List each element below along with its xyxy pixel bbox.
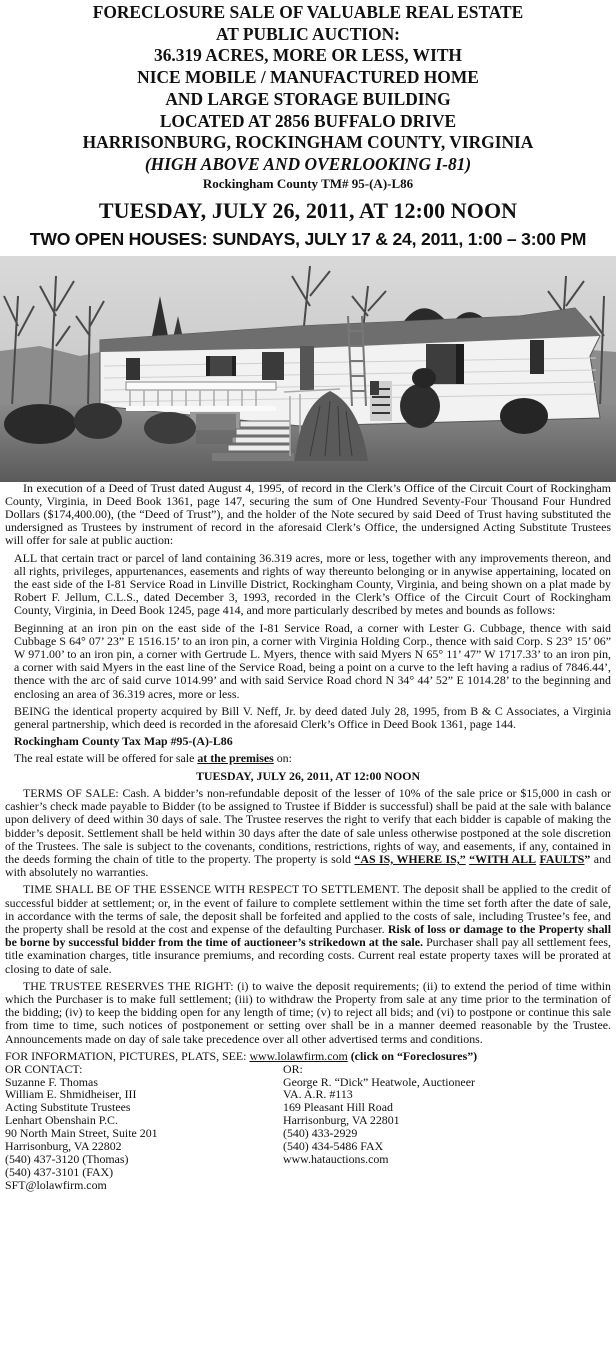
or-contact-label: OR CONTACT: — [5, 1061, 83, 1076]
paragraph-time-of-essence — [5, 883, 611, 975]
firm-phone: (540) 437-3120 (Thomas) — [5, 1152, 129, 1166]
trustee-title: Acting Substitute Trustees — [5, 1100, 131, 1115]
terms-faults: FAULTS — [539, 851, 585, 866]
auctioneer-phone: (540) 433-2929 — [283, 1126, 358, 1141]
headline-line-5: AND LARGE STORAGE BUILDING — [165, 88, 451, 109]
at-the-premises: at the premises — [197, 751, 274, 766]
headline-line-1: FORECLOSURE SALE OF VALUABLE REAL ESTATE — [92, 2, 524, 22]
headline-line-7: HARRISONBURG, ROCKINGHAM COUNTY, VIRGINIA — [82, 132, 534, 153]
info-line — [5, 1050, 611, 1063]
terms-text: TERMS OF SALE: Cash. A bidder’s non-refundable deposit of the lesser of 10% of the sale price or $15,000 in cash or cashier’s check made payable to Bidder (to be assigned to Trustee if Bidder is successful) shall be paid at the sale with balance upon delivery of deed within 30 days of sale. The Trustee reserves the right to verify that each bidder is capable of making the bidder’s deposit. Settlement shall be held within 30 days after the date of sale unless otherwise postponed at the sole discretion of the Trustees. The sale is subject to the covenants, conditions, restrictions, rights of way, and easements, if any, contained in the deeds forming the chain of title to the property. The property is sold — [5, 785, 611, 866]
info-click: (click on “Foreclosures”) — [347, 1048, 478, 1063]
notice-body — [5, 482, 611, 1046]
headline-line-3: 36.319 ACRES, MORE OR LESS, WITH — [154, 45, 462, 66]
trustee-name-2: William E. Shmidheiser, III — [5, 1087, 137, 1102]
auctioneer-fax: (540) 434-5486 FAX — [283, 1139, 384, 1154]
info-text: FOR INFORMATION, PICTURES, PLATS, SEE: — [5, 1048, 250, 1063]
headline-block — [5, 2, 611, 250]
auctioneer-contact — [283, 1063, 561, 1192]
headline-tax-map: Rockingham County TM# 95-(A)-L86 — [202, 175, 414, 191]
auctioneer-license: VA. A.R. #113 — [283, 1087, 353, 1102]
lolawfirm-link[interactable]: www.lolawfirm.com — [249, 1048, 348, 1063]
terms-tail: and with absolutely no warranties. — [5, 851, 611, 880]
body-sale-date: TUESDAY, JULY 26, 2011, AT 12:00 NOON — [195, 768, 421, 783]
paragraph-trustee-reserves: THE TRUSTEE RESERVES THE RIGHT: (i) to waive the deposit requirements; (ii) to extend the period of time within which the Purchaser is to make full settlement; (iii) to withdraw the Property from sale at any time prior to the termination of the bidding; (iv) to keep the bidding open for any length of time; (v) to reject all bids; and (vi) to postpone or continue this sale from time to time, such notices of postponement or setting over shall be in a manner deemed reasonable by the Trustee. Announcements made on day of sale take precedence over all other advertised terms and conditions. — [5, 978, 611, 1046]
offered-line — [5, 752, 611, 765]
auctioneer-name: George R. “Dick” Heatwole, Auctioneer — [283, 1074, 475, 1089]
auctioneer-website[interactable]: www.hatauctions.com — [283, 1152, 389, 1167]
trustee-name-1: Suzanne F. Thomas — [5, 1074, 98, 1089]
headline-sale-date: TUESDAY, JULY 26, 2011, AT 12:00 NOON — [98, 197, 518, 223]
offered-text: The real estate will be offered for sale — [14, 751, 198, 766]
auctioneer-or: OR: — [283, 1061, 303, 1076]
terms-as-is: “AS IS, WHERE IS,” — [354, 851, 466, 866]
headline-line-2: AT PUBLIC AUCTION: — [216, 23, 400, 44]
property-photo — [0, 256, 616, 482]
offered-on: on: — [273, 751, 292, 766]
auctioneer-city: Harrisonburg, VA 22801 — [283, 1113, 400, 1128]
contact-block — [5, 1050, 611, 1192]
headline-line-6: LOCATED AT 2856 BUFFALO DRIVE — [159, 110, 457, 131]
essence-text: TIME SHALL BE OF THE ESSENCE WITH RESPECT TO SETTLEMENT. The deposit shall be applied to the credit of successful bidder at settlement; or, in the event of failure to complete settlement within the time set forth after the date of sale, in accordance with the terms of sale, the deposit shall be forfeited and applied to the costs of sale, including Trustee’s fee, and the property shall be resold at the cost and expense of the defaulting Purchaser. — [5, 882, 611, 936]
essence-tail: Purchaser shall pay all settlement fees, title examination charges, title insurance premiums, and recording costs. Current real estate property taxes will be prorated at closing to date of sale. — [5, 935, 612, 976]
paragraph-deed-of-trust: In execution of a Deed of Trust dated August 4, 1995, of record in the Clerk’s Office of the Circuit Court of Rockingham County, Virginia, in Deed Book 1361, page 147, securing the sum of One Hundred Seventy-Four Thousand Four Hundred Dollars ($174,400.00), (the “Deed of Trust”), and the holder of the Note secured by said Deed of Trust having substituted the undersigned as Trustees by instrument of record in the aforesaid Clerk’s Office, the undersigned Acting Substitute Trustees will offer for sale at public auction: — [5, 480, 611, 548]
headline-line-4: NICE MOBILE / MANUFACTURED HOME — [137, 67, 479, 88]
law-firm: Lenhart Obenshain P.C. — [5, 1113, 118, 1128]
firm-street: 90 North Main Street, Suite 201 — [5, 1126, 158, 1141]
open-houses-banner: TWO OPEN HOUSES: SUNDAYS, JULY 17 & 24, 2011, 1:00 – 3:00 PM — [29, 228, 587, 249]
headline-line-8: (HIGH ABOVE AND OVERLOOKING I-81) — [144, 153, 472, 174]
paragraph-being-acquired: BEING the identical property acquired by Bill V. Neff, Jr. by deed dated July 28, 1995, from B & C Associates, a Virginia general partnership, which deed is recorded in the aforesaid Clerk’s Office in Deed Book 1361, page 144. — [14, 703, 611, 732]
terms-with-all: “WITH ALL — [469, 851, 537, 866]
trustees-contact — [5, 1076, 283, 1192]
terms-quote: ” — [584, 851, 591, 866]
auctioneer-street: 169 Pleasant Hill Road — [283, 1100, 393, 1115]
firm-fax: (540) 437-3101 (FAX) — [5, 1164, 114, 1179]
firm-city: Harrisonburg, VA 22802 — [5, 1139, 122, 1154]
paragraph-property-description: ALL that certain tract or parcel of land containing 36.319 acres, more or less, together with any improvements thereon, and all rights, privileges, appurtenances, easements and rights of way thereunto belonging or in anywise appertaining, located on the east side of the I-81 Service Road in Linville District, Rockingham County, Virginia, and being shown on a plat made by Robert F. Jellum, C.L.S., dated December 3, 1993, recorded in the Clerk’s Office of the Circuit Court of Rockingham County, Virginia, in Deed Book 1245, page 414, and more particularly described by metes and bounds as follows: — [14, 550, 611, 618]
tax-map-line: Rockingham County Tax Map #95-(A)-L86 — [14, 734, 233, 749]
paragraph-metes-and-bounds: Beginning at an iron pin on the east side of the I-81 Service Road, a corner with Lester G. Cubbage, thence with said Cubbage S 64° 07’ 23” E 1516.15’ to an iron pin, a corner with Virginia Holding Corp., thence with said Corp. S 23° 15’ 06” W 971.00’ to an iron pin, a corner with Gertrude L. Myers, thence with said Myers N 65° 11’ 47” W 1717.33’ to an iron pin, a corner with said Myers in the east line of the Service Road, being a point on a curve to the left having a radius of 7846.44’, thence with the arc of said curve 1014.99’ and with said Service Road chord N 34° 44’ 52” E 1014.28’ to the beginning and enclosing an area of 36.319 acres, more or less. — [14, 620, 611, 701]
paragraph-terms-of-sale — [5, 787, 611, 879]
firm-email[interactable]: SFT@lolawfirm.com — [5, 1177, 107, 1192]
essence-risk-of-loss: Risk of loss or damage to the Property shall be borne by successful bidder from the time of auctioneer’s strikedown at the sale. — [5, 921, 611, 950]
